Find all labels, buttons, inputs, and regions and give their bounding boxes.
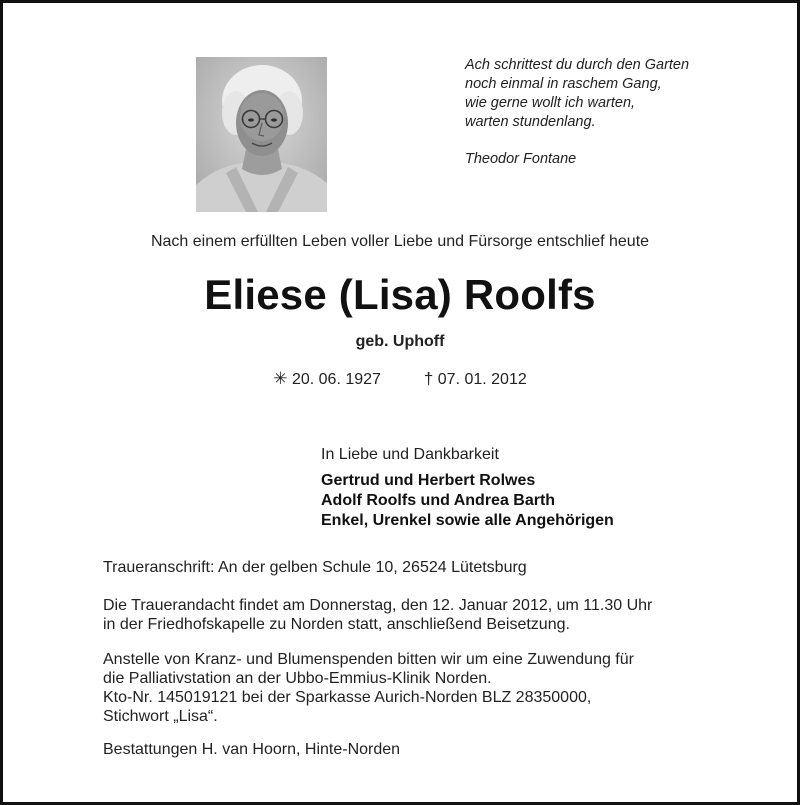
- undertaker: Bestattungen H. van Hoorn, Hinte-Norden: [103, 741, 401, 758]
- poem-line: Ach schrittest du durch den Garten: [465, 57, 690, 73]
- mourning-address: Traueranschrift: An der gelben Schule 10, 26524 Lütetsburg: [103, 559, 527, 576]
- portrait-photo: [196, 57, 327, 212]
- donation-line: Anstelle von Kranz- und Blumenspenden bitten wir um eine Zuwendung für: [103, 651, 634, 668]
- portrait-image: [196, 57, 327, 212]
- deceased-name: Eliese (Lisa) Roolfs: [204, 271, 596, 318]
- poem-line: warten stundenlang.: [465, 114, 596, 130]
- service-line: Die Trauerandacht findet am Donnerstag, den 12. Januar 2012, um 11.30 Uhr: [103, 597, 653, 614]
- donation-details: [103, 650, 634, 726]
- poem-quote: [465, 56, 689, 169]
- mourner-name: Gertrud und Herbert Rolwes: [321, 472, 536, 489]
- mourners-block: [321, 445, 614, 531]
- service-details: [103, 596, 652, 634]
- service-line: in der Friedhofskapelle zu Norden statt, anschließend Beisetzung.: [103, 616, 570, 633]
- birth-icon: ✳: [273, 369, 288, 388]
- poem-line: wie gerne wollt ich warten,: [465, 95, 636, 111]
- mourner-name: Adolf Roolfs und Andrea Barth: [321, 492, 556, 509]
- donation-line: Stichwort „Lisa“.: [103, 708, 218, 725]
- mourner-name: Enkel, Urenkel sowie alle Angehörigen: [321, 512, 614, 529]
- birth-date: 20. 06. 1927: [291, 371, 381, 388]
- poem-author: Theodor Fontane: [465, 151, 577, 167]
- maiden-name: geb. Uphoff: [355, 333, 445, 350]
- cross-icon: †: [423, 369, 434, 388]
- donation-line: Kto-Nr. 145019121 bei der Sparkasse Aurich-Norden BLZ 28350000,: [103, 689, 592, 706]
- intro-text: Nach einem erfüllten Leben voller Liebe und Fürsorge entschlief heute: [150, 233, 650, 250]
- poem-line: noch einmal in raschem Gang,: [465, 76, 662, 92]
- life-dates: [3, 369, 797, 389]
- death-date: 07. 01. 2012: [437, 371, 527, 388]
- donation-line: die Palliativstation an der Ubbo-Emmius-Klinik Norden.: [103, 670, 492, 687]
- mourners-lead: In Liebe und Dankbarkeit: [321, 446, 499, 463]
